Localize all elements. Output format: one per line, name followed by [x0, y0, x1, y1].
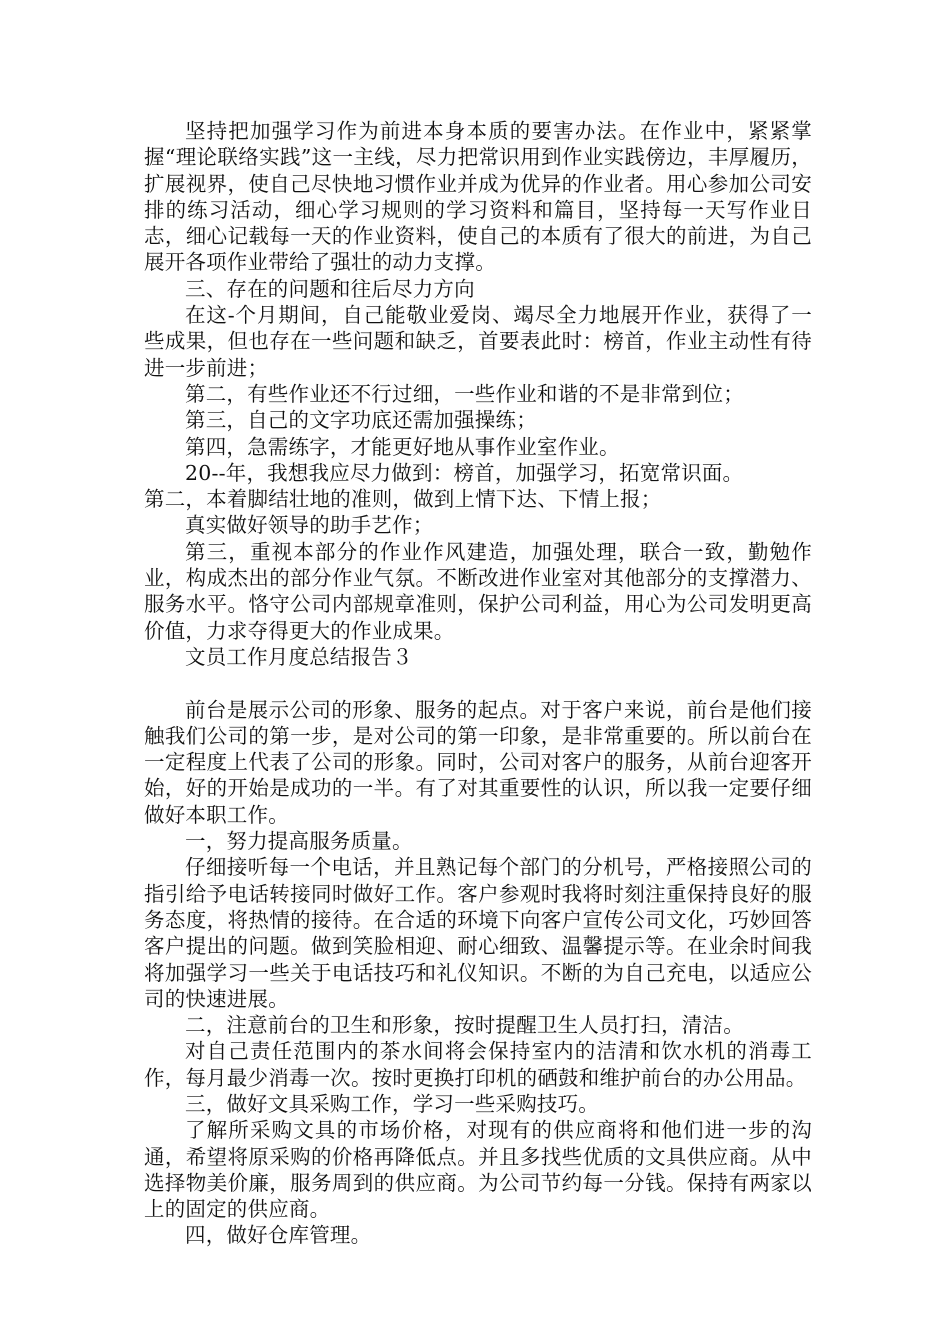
paragraph-assistant-role: 真实做好领导的助手艺作； [185, 513, 434, 538]
paragraph-second-issue: 第二，有些作业还不行过细，一些作业和谐的不是非常到位； [185, 381, 744, 406]
section-title-report-3: 文员工作月度总结报告３ [185, 644, 413, 669]
paragraph-month-review: 在这-个月期间，自己能敬业爱岗、竭尽全力地展开作业，获得了一些成果，但也存在一些问题和缺乏，首要表此时：榜首，作业主动性有待进一步前进； [144, 303, 812, 380]
paragraph-phone-handling: 仔细接听每一个电话，并且熟记每个部门的分机号，严格接照公司的指引给予电话转接同时做好工作。客户参观时我将时刻注重保持良好的服务态度，将热情的接待。在合适的环境下向客户宣传公司文化，巧妙回答客户提出的问题。做到笑脸相迎、耐心细致、温馨提示等。在业余时间我将加强学习一些关于电话技巧和礼仪知识。不断的为自己充电，以适应公司的快速进展。 [144, 855, 812, 1011]
heading-hygiene-image: 二，注意前台的卫生和形象，按时提醒卫生人员打扫，清洁。 [185, 1013, 744, 1038]
paragraph-tea-room: 对自己责任范围内的茶水间将会保持室内的洁清和饮水机的消毒工作，每月最少消毒一次。按时更换打印机的硒鼓和维护前台的办公用品。 [144, 1039, 812, 1090]
document-body [144, 118, 812, 1249]
paragraph-plan-second: 第二，本着脚结壮地的准则，做到上情下达、下情上报； [144, 487, 662, 512]
heading-warehouse: 四，做好仓库管理。 [185, 1223, 372, 1248]
heading-service-quality: 一，努力提高服务质量。 [185, 829, 413, 854]
heading-stationery-purchase: 三，做好文具采购工作，学习一些采购技巧。 [185, 1091, 599, 1116]
paragraph-next-year-plan: 20--年，我想我应尽力做到：榜首，加强学习，拓宽常识面。 [185, 460, 744, 485]
paragraph-third-issue: 第三，自己的文字功底还需加强操练； [185, 408, 537, 433]
paragraph-fourth-issue: 第四，急需练字，才能更好地从事作业室作业。 [185, 434, 620, 459]
paragraph-study: 坚持把加强学习作为前进本身本质的要害办法。在作业中，紧紧掌握“理论联络实践”这一主线，尽力把常识用到作业实践傍边，丰厚履历，扩展视界，使自己尽快地习惯作业并成为优异的作业者。用心参加公司安排的练习活动，细心学习规则的学习资料和篇目，坚持每一天写作业日志，细心记载每一天的作业资料，使自己的本质有了很大的前进，为自己展开各项作业带给了强壮的动力支撑。 [144, 119, 812, 275]
paragraph-supplier: 了解所采购文具的市场价格，对现有的供应商将和他们进一步的沟通，希望将原采购的价格再降低点。并且多找些优质的文具供应商。从中选择物美价廉，服务周到的供应商。为公司节约每一分钱。保持有两家以上的固定的供应商。 [144, 1118, 812, 1222]
paragraph-front-desk-intro: 前台是展示公司的形象、服务的起点。对于客户来说，前台是他们接触我们公司的第一步，是对公司的第一印象，是非常重要的。所以前台在一定程度上代表了公司的形象。同时，公司对客户的服务，从前台迎客开始，好的开始是成功的一半。有了对其重要性的认识，所以我一定要仔细做好本职工作。 [144, 697, 812, 827]
paragraph-plan-third: 第三，重视本部分的作业作风建造，加强处理，联合一致，勤勉作业，构成杰出的部分作业气氛。不断改进作业室对其他部分的支撑潜力、服务水平。恪守公司内部规章准则，保护公司利益，用心为公司发明更高价值，力求夺得更大的作业成果。 [144, 539, 812, 643]
heading-problems-direction: 三、存在的问题和往后尽力方向 [185, 276, 475, 301]
